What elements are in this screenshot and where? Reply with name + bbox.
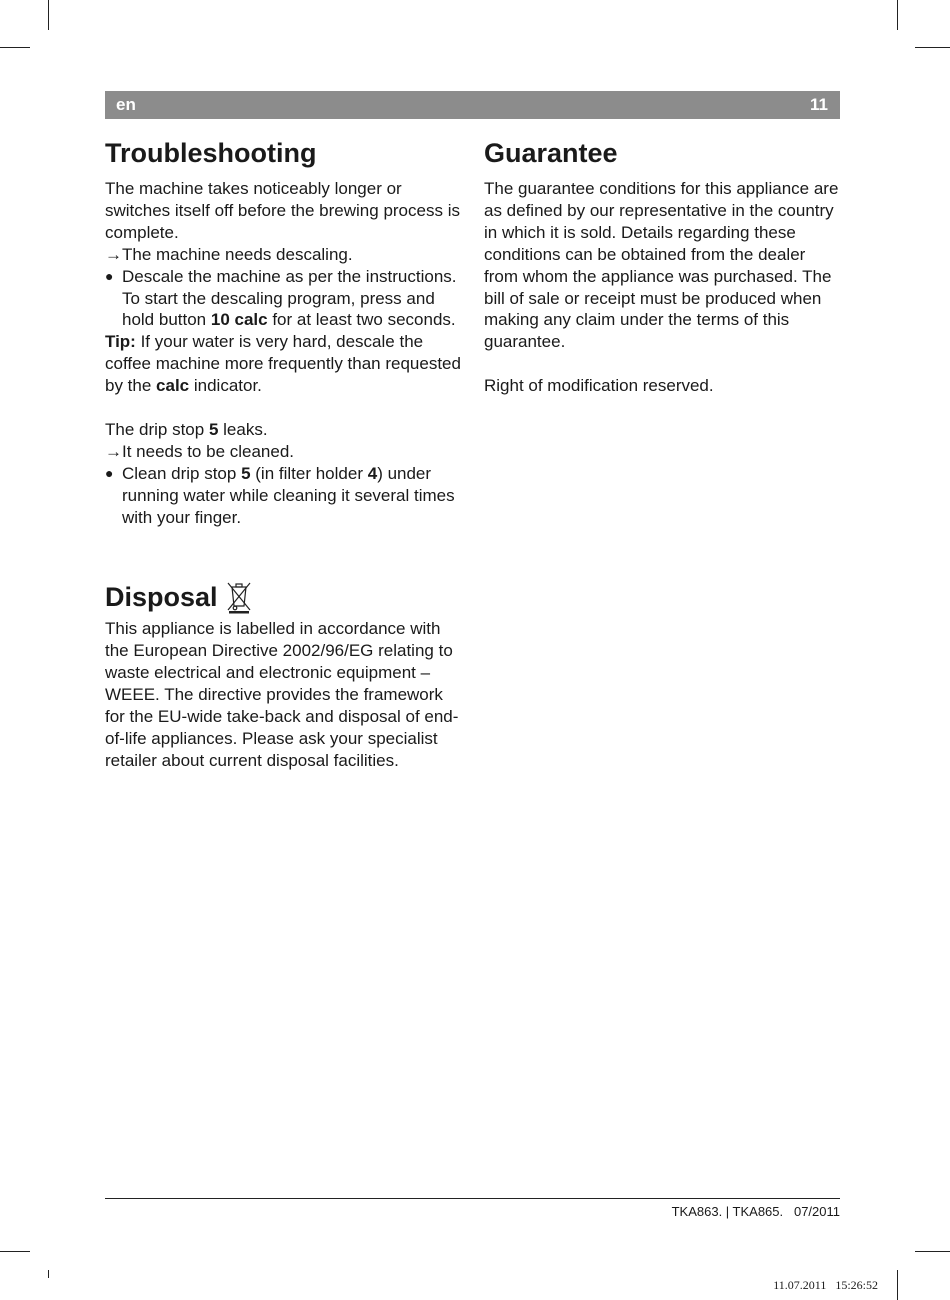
remedy-1 (105, 266, 465, 332)
remedy-1-text: Descale the machine as per the instructions. To start the descaling program, press and hold button 10 calc for at least two seconds. (122, 266, 457, 330)
guarantee-header (484, 136, 844, 178)
symptom-2: The drip stop 5 leaks. (105, 419, 268, 439)
remedy-2 (105, 463, 465, 529)
disposal-text: This appliance is labelled in accordance with the European Directive 2002/96/EG relating to waste electrical and electronic equipment – WEEE. The directive provides the framework for the EU-wide take-back and disposal of end-of-life appliances. Please ask your specialist retailer about current disposal facilities. (105, 619, 459, 770)
troubleshooting-header (105, 136, 465, 178)
crop-mark (48, 0, 49, 30)
bullet-icon: ● (105, 267, 114, 284)
crop-mark (897, 1270, 898, 1300)
crossed-out-wheelie-bin-icon (226, 580, 252, 614)
arrow-icon: → (105, 441, 122, 461)
page-header-bar (105, 91, 840, 119)
crop-mark (0, 47, 30, 48)
remedy-2-text: Clean drip stop 5 (in filter holder 4) under running water while cleaning it several times with your finger. (122, 463, 455, 527)
tip-label: Tip: (105, 332, 136, 352)
crop-mark (48, 1270, 49, 1278)
disposal-title: Disposal (105, 582, 218, 613)
crop-mark (897, 0, 898, 30)
right-column (484, 136, 844, 397)
cause-2-text: It needs to be cleaned. (122, 441, 295, 461)
page-number: 11 (810, 95, 828, 114)
modification-note: Right of modification reserved. (484, 376, 714, 396)
crop-mark (0, 1251, 30, 1252)
cause-1-text: The machine needs descaling. (122, 244, 353, 264)
cause-2 (105, 441, 465, 463)
language-code: en (116, 95, 136, 114)
left-column (105, 136, 465, 772)
disposal-header (105, 576, 465, 618)
cause-1 (105, 244, 465, 266)
crop-mark (915, 47, 950, 48)
footer-rule (105, 1198, 840, 1199)
crop-mark (915, 1251, 950, 1252)
arrow-icon: → (105, 244, 122, 264)
symptom-1: The machine takes noticeably longer or switches itself off before the brewing process is complete. (105, 179, 460, 242)
footer-model-info: TKA863. | TKA865. 07/2011 (671, 1204, 840, 1219)
print-timestamp: 11.07.2011 15:26:52 (773, 1278, 878, 1292)
bullet-icon: ● (105, 464, 114, 481)
troubleshooting-title: Troubleshooting (105, 138, 317, 168)
guarantee-title: Guarantee (484, 138, 618, 168)
tip: Tip: If your water is very hard, descale the coffee machine more frequently than requested by the calc indicator. (105, 332, 461, 396)
guarantee-text: The guarantee conditions for this appliance are as defined by our representative in the country in which it is sold. Details regarding these conditions can be obtained from the dealer from whom the appliance was purchased. The bill of sale or receipt must be produced when making any claim under the terms of this guarantee. (484, 179, 839, 352)
